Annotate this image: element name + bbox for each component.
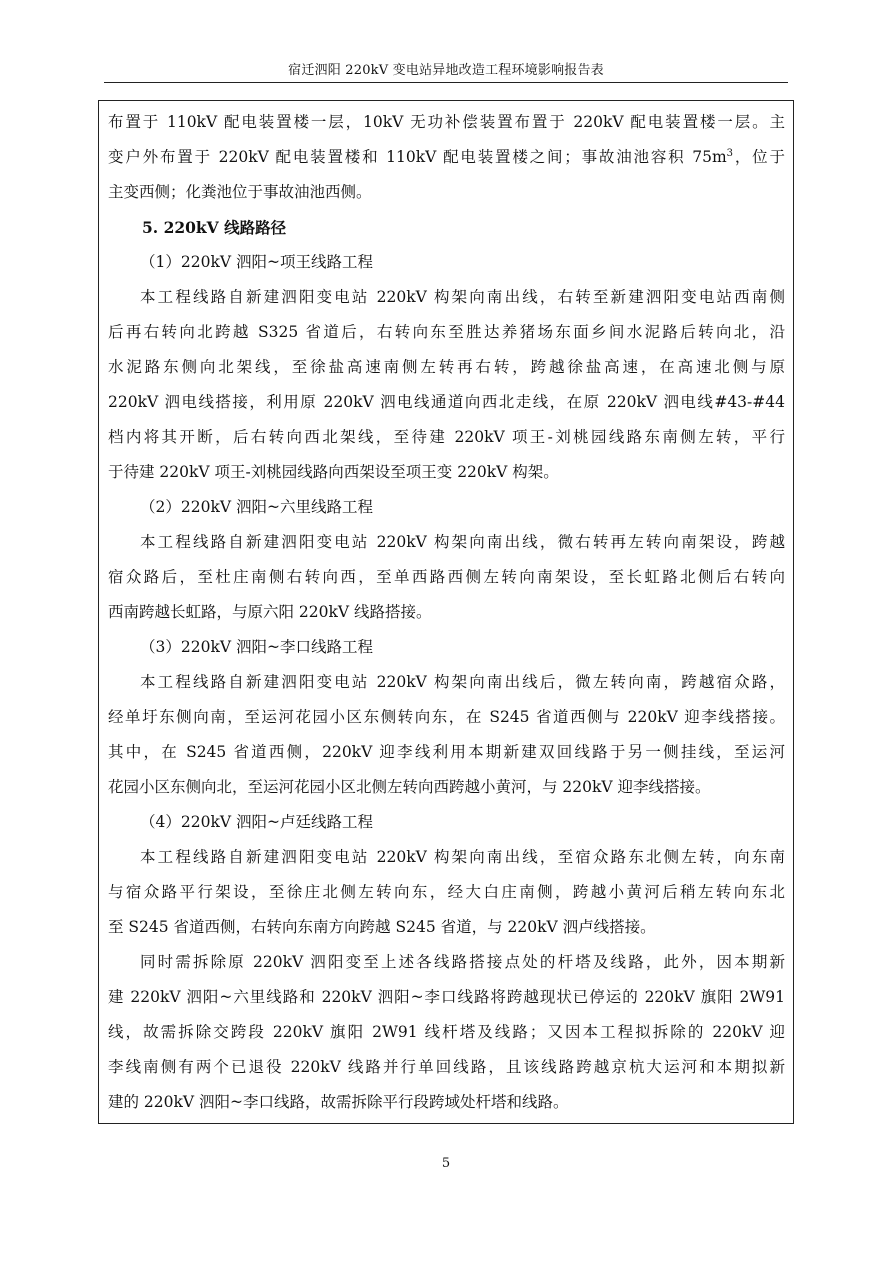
text-line: 线，故需拆除交跨段 220kV 旗阳 2W91 线杆塔及线路；又因本工程拟拆除的 220kV 迎 [108,1023,785,1041]
text-segment: ，位于 [733,148,785,166]
text-line: 建的 220kV 泗阳~李口线路，故需拆除平行段跨域处杆塔和线路。 [108,1093,569,1111]
subsection-title-4: （4）220kV 泗阳~卢廷线路工程 [140,813,373,831]
subsection-title-1: （1）220kV 泗阳~项王线路工程 [140,253,373,271]
text-line: 主变西侧；化粪池位于事故油池西侧。 [108,183,372,201]
text-line: 其中，在 S245 省道西侧，220kV 迎李线利用本期新建双回线路于另一侧挂线，至运河 [108,743,785,761]
text-line: 花园小区东侧向北，至运河花园小区北侧左转向西跨越小黄河，与 220kV 迎李线搭接。 [108,778,711,796]
text-line: 本工程线路自新建泗阳变电站 220kV 构架向南出线后，微左转向南，跨越宿众路， [140,673,785,691]
text-line: 本工程线路自新建泗阳变电站 220kV 构架向南出线，微右转再左转向南架设，跨越 [140,533,785,551]
subsection-title-2: （2）220kV 泗阳~六里线路工程 [140,498,373,516]
page-number: 5 [441,1156,451,1171]
text-line: 档内将其开断，后右转向西北架线，至待建 220kV 项王-刘桃园线路东南侧左转，平行 [108,428,785,446]
text-line: 水泥路东侧向北架线，至徐盐高速南侧左转再右转，跨越徐盐高速，在高速北侧与原 [108,358,785,376]
text-line: 于待建 220kV 项王-刘桃园线路向西架设至项王变 220kV 构架。 [108,463,559,481]
text-line: 后再右转向北跨越 S325 省道后，右转向东至胜达养猪场东面乡间水泥路后转向北，沿 [108,323,785,341]
text-line: 220kV 泗电线搭接，利用原 220kV 泗电线通道向西北走线，在原 220kV 泗电线#43-#44 [108,393,785,411]
text-line: 建 220kV 泗阳~六里线路和 220kV 泗阳~李口线路将跨越现状已停运的 220kV 旗阳 2W91 [108,988,785,1006]
page-header-title: 宿迁泗阳 220kV 变电站异地改造工程环境影响报告表 [288,63,604,78]
text-line: 布置于 110kV 配电装置楼一层，10kV 无功补偿装置布置于 220kV 配电装置楼一层。主 [108,113,785,131]
text-line: 本工程线路自新建泗阳变电站 220kV 构架向南出线，右转至新建泗阳变电站西南侧 [140,288,785,306]
text-line: 李线南侧有两个已退役 220kV 线路并行单回线路，且该线路跨越京杭大运河和本期拟新 [108,1058,785,1076]
text-line: 同时需拆除原 220kV 泗阳变至上述各线路搭接点处的杆塔及线路，此外，因本期新 [140,953,785,971]
report-content-box [98,100,794,1124]
text-line: 经单圩东侧向南，至运河花园小区东侧转向东，在 S245 省道西侧与 220kV 迎李线搭接。 [108,708,785,726]
text-line: 宿众路后，至杜庄南侧右转向西，至单西路西侧左转向南架设，至长虹路北侧后右转向 [108,568,785,586]
text-segment: 变户外布置于 220kV 配电装置楼和 110kV 配电装置楼之间；事故油池容积 75m [108,148,727,166]
header-divider [104,82,788,83]
text-line: 与宿众路平行架设，至徐庄北侧左转向东，经大白庄南侧，跨越小黄河后稍左转向东北 [108,883,785,901]
subsection-title-3: （3）220kV 泗阳~李口线路工程 [140,638,373,656]
text-line: 西南跨越长虹路，与原六阳 220kV 线路搭接。 [108,603,432,621]
text-line: 至 S245 省道西侧，右转向东南方向跨越 S245 省道，与 220kV 泗卢线搭接。 [108,918,656,936]
text-line: 本工程线路自新建泗阳变电站 220kV 构架向南出线，至宿众路东北侧左转，向东南 [140,848,785,866]
text-line-with-superscript [108,140,785,175]
superscript: 3 [726,147,734,159]
section-heading: 5. 220kV 线路路径 [142,218,287,237]
